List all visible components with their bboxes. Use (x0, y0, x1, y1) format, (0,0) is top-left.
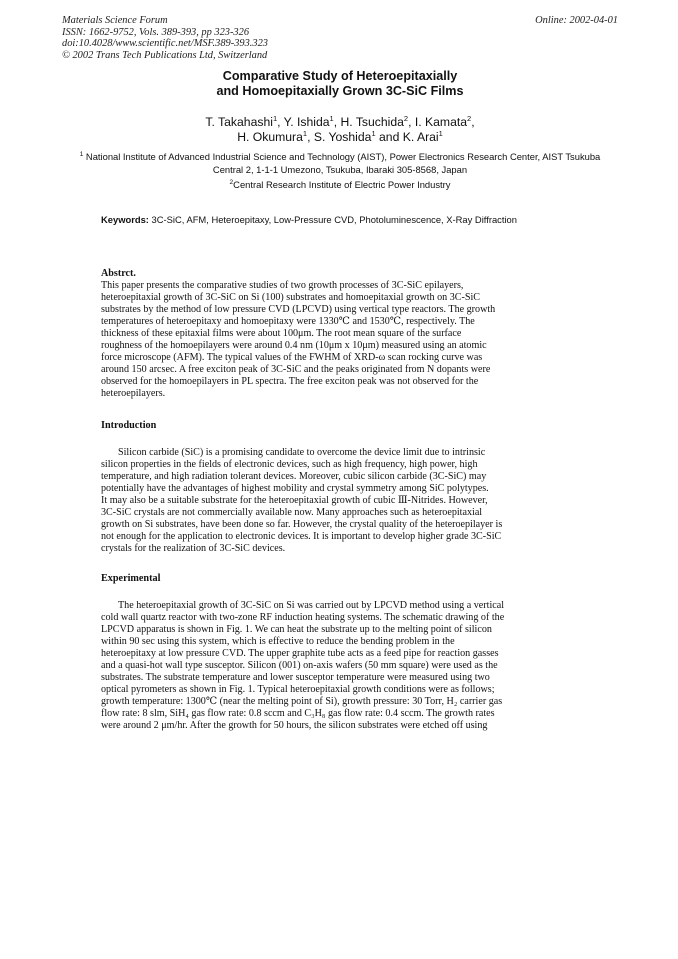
abstract-line: heteroepilayers. (101, 388, 166, 399)
affiliation-2 (62, 178, 618, 191)
author-name: , S. Yoshida (307, 130, 372, 144)
paragraph-line: heteroepitaxy at low pressure CVD. The upper graphite tube acts as a feed pipe for reaction gasses (101, 648, 499, 659)
affiliation-marker: 2 (229, 178, 234, 186)
experimental-heading: Experimental (101, 573, 161, 584)
keywords (101, 214, 521, 226)
affiliation-marker: 1 (329, 113, 334, 123)
affiliations (62, 150, 618, 191)
title-line-2: and Homoepitaxially Grown 3C-SiC Films (216, 84, 464, 98)
affiliation-1 (62, 150, 618, 176)
paragraph-line: optical pyrometers as shown in Fig. 1. Typical heteroepitaxial growth conditions were as follows; (101, 684, 495, 695)
author-name: , Y. Ishida (277, 115, 330, 129)
abstract-line (101, 268, 576, 292)
paragraph-line: substrates. The substrate temperature and lower susceptor temperature were measured using two (101, 672, 490, 683)
paragraph-line: silicon properties in the fields of electronic devices, such as high frequency, high power, high (101, 459, 478, 470)
affiliation-marker: 1 (302, 128, 308, 138)
abstract-line: observed for the homoepilayers in PL spectra. The free exciton peak was not observed for the (101, 376, 479, 387)
author-list (62, 115, 618, 145)
abstract-line: force microscope (AFM). The typical values of the FWHM of XRD-ω scan rocking curve was (101, 352, 483, 363)
paragraph-line: within 90 sec using this system, which is effective to reduce the bending problem in the (101, 636, 455, 647)
abstract-line: temperatures of heteroepitaxy and homoepitaxy were 1330℃ and 1530℃, respectively. The (101, 316, 475, 327)
abstract-label: Abstrct. (101, 268, 136, 279)
affiliation-marker: 2 (403, 113, 409, 123)
abstract-line: substrates by the method of low pressure CVD (LPCVD) using vertical type reactors. The growth (101, 304, 496, 315)
paragraph-line: LPCVD apparatus is shown in Fig. 1. We can heat the substrate up to the melting point of silicon (101, 624, 492, 635)
journal-header (62, 15, 618, 61)
paragraph-line: temperature, and high radiation tolerant devices. Moreover, cubic silicon carbide (3C-SiC) may (101, 471, 487, 482)
affiliation-marker: 1 (371, 128, 376, 138)
paragraph-line: flow rate: 8 slm, SiH₄ gas flow rate: 0.8 sccm and C₃H₈ gas flow rate: 0.4 sccm. The growth rates (101, 708, 495, 719)
keywords-text: 3C-SiC, AFM, Heteroepitaxy, Low-Pressure CVD, Photoluminescence, X-Ray Diffraction (148, 214, 517, 225)
author-name: and K. Arai (375, 130, 439, 144)
paragraph-line: It may also be a suitable substrate for the heteroepitaxial growth of cubic Ⅲ-Nitrides. However, (101, 495, 488, 506)
author-name: H. Okumura (237, 130, 303, 144)
doi-line: doi:10.4028/www.scientific.net/MSF.389-393.323 (62, 38, 268, 50)
title-line-1: Comparative Study of Heteroepitaxially (222, 69, 458, 83)
author-line-2 (62, 130, 618, 145)
paper-title (62, 69, 618, 99)
paragraph-line: Silicon carbide (SiC) is a promising candidate to overcome the device limit due to intrinsic (118, 447, 486, 458)
author-name: T. Takahashi (205, 115, 273, 129)
paragraph-line: and a quasi-hot wall type susceptor. Silicon (001) on-axis wafers (50 mm square) were used as the (101, 660, 498, 671)
abstract (101, 268, 576, 400)
author-separator: , (471, 115, 475, 129)
paragraph-line: 3C-SiC crystals are not commercially available now. Many approaches such as heteroepitaxial (101, 507, 483, 518)
introduction-heading: Introduction (101, 420, 157, 431)
paragraph-line: growth temperature: 1300℃ (near the melting point of Si), growth pressure: 30 Torr, H₂ carrier gas (101, 696, 503, 707)
introduction-text (101, 447, 576, 555)
affiliation-marker: 1 (272, 113, 278, 123)
author-name: , I. Kamata (408, 115, 468, 129)
affiliation-marker: 1 (438, 128, 443, 138)
abstract-line: heteroepitaxial growth of 3C-SiC on Si (100) substrates and homoepitaxial growth on 3C-SiC (101, 292, 481, 303)
journal-name: Materials Science Forum (62, 15, 168, 26)
keywords-label: Keywords: (101, 214, 149, 225)
affiliation-marker: 1 (79, 150, 84, 158)
affiliation-2-text: Central Research Institute of Electric Power Industry (233, 179, 451, 190)
author-line-1 (62, 115, 618, 130)
paragraph-line: crystals for the realization of 3C-SiC devices. (101, 543, 286, 554)
paragraph-line: were around 2 μm/hr. After the growth for 50 hours, the silicon substrates were etched off using (101, 720, 488, 731)
abstract-line-text: This paper presents the comparative studies of two growth processes of 3C-SiC epilayers, (101, 280, 464, 291)
abstract-line: thickness of these epitaxial films were about 100μm. The root mean square of the surface (101, 328, 462, 339)
issn-line: ISSN: 1662-9752, Vols. 389-393, pp 323-326 (62, 26, 250, 38)
paragraph-line: potentially have the advantages of highest mobility and crystal symmetry among SiC polytypes. (101, 483, 489, 494)
paragraph-line: cold wall quartz reactor with two-zone RF induction heating systems. The schematic drawing of the (101, 612, 505, 623)
affiliation-1-text: National Institute of Advanced Industrial Science and Technology (AIST), Power Electronics Research Center, AIST Tsukuba Central 2, 1-1-1 Umezono, Tsukuba, Ibaraki 305-8568, Japan (83, 151, 601, 175)
abstract-line: roughness of the homoepilayers were around 0.4 nm (10μm x 10μm) measured using an atomic (101, 340, 487, 351)
paragraph-line: not enough for the application to electronic devices. It is important to develop higher grade 3C-SiC (101, 531, 502, 542)
affiliation-marker: 2 (467, 113, 472, 123)
paragraph-line: growth on Si substrates, have been done so far. However, the crystal quality of the heteroepilayer is (101, 519, 503, 530)
abstract-line: around 150 arcsec. A free exciton peak of 3C-SiC and the peaks originated from N dopants were (101, 364, 491, 375)
author-name: , H. Tsuchida (333, 115, 404, 129)
copyright-line: © 2002 Trans Tech Publications Ltd, Switzerland (62, 49, 268, 61)
online-date: Online: 2002-04-01 (535, 15, 618, 26)
experimental-text (101, 600, 576, 732)
paragraph-line: The heteroepitaxial growth of 3C-SiC on Si was carried out by LPCVD method using a vertical (118, 600, 505, 611)
